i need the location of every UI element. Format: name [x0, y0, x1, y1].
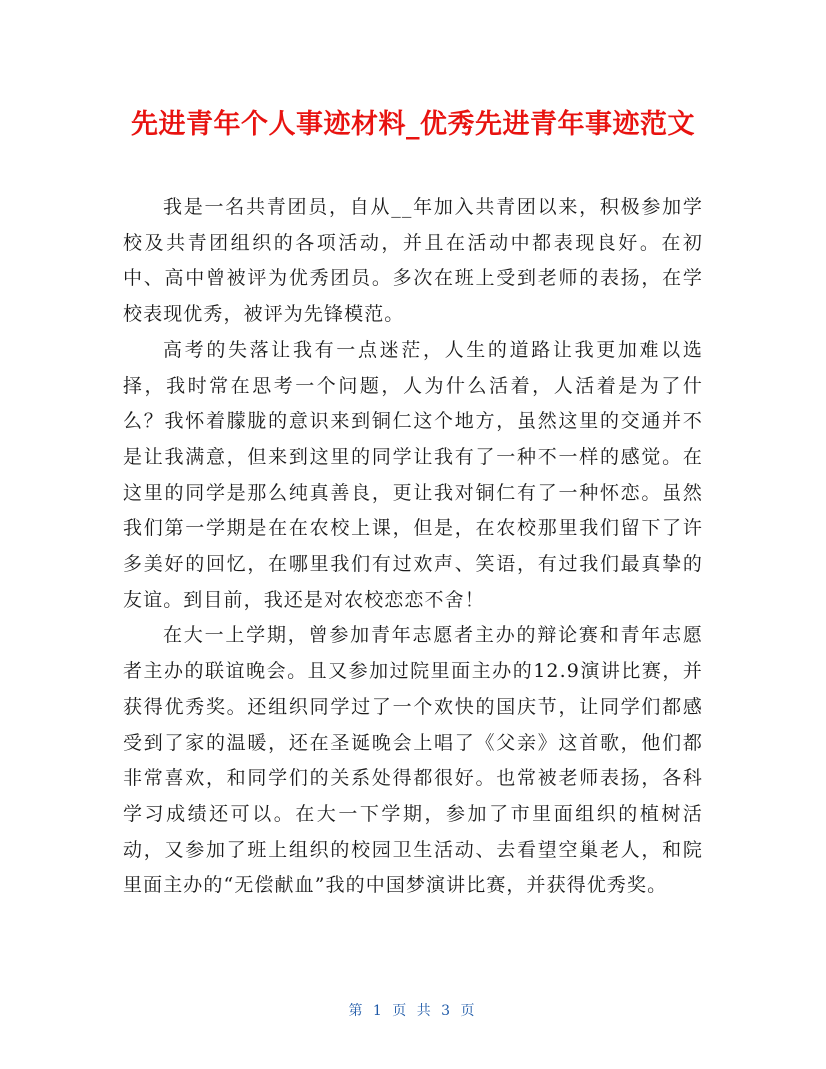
document-title: 先进青年个人事迹材料_优秀先进青年事迹范文	[131, 109, 695, 140]
paragraph-3: 在大一上学期，曾参加青年志愿者主办的辩论赛和青年志愿者主办的联谊晚会。且又参加过院里面主办的12.9演讲比赛，并获得优秀奖。还组织同学过了一个欢快的国庆节，让同学们都感受到了家的温暖，还在圣诞晚会上唱了《父亲》这首歌，他们都非常喜欢，和同学们的关系处得都很好。也常被老师表扬，各科学习成绩还可以。在大一下学期，参加了市里面组织的植树活动，又参加了班上组织的校园卫生活动、去看望空巢老人，和院里面主办的“无偿献血”我的中国梦演讲比赛，并获得优秀奖。	[123, 624, 703, 897]
paragraph-1: 我是一名共青团员，自从__年加入共青团以来，积极参加学校及共青团组织的各项活动，并且在活动中都表现良好。在初中、高中曾被评为优秀团员。多次在班上受到老师的表扬，在学校表现优秀，被评为先锋模范。	[123, 196, 703, 326]
paragraph-2: 高考的失落让我有一点迷茫，人生的道路让我更加难以选择，我时常在思考一个问题，人为什么活着，人活着是为了什么？我怀着朦胧的意识来到铜仁这个地方，虽然这里的交通并不是让我满意，但来到这里的同学让我有了一种不一样的感觉。在这里的同学是那么纯真善良，更让我对铜仁有了一种怀恋。虽然我们第一学期是在在农校上课，但是，在农校那里我们留下了许多美好的回忆，在哪里我们有过欢声、笑语，有过我们最真挚的友谊。到目前，我还是对农校恋恋不舍！	[123, 338, 703, 611]
page-number-footer: 第 1 页 共 3 页	[348, 1003, 478, 1019]
document-body	[123, 190, 703, 904]
